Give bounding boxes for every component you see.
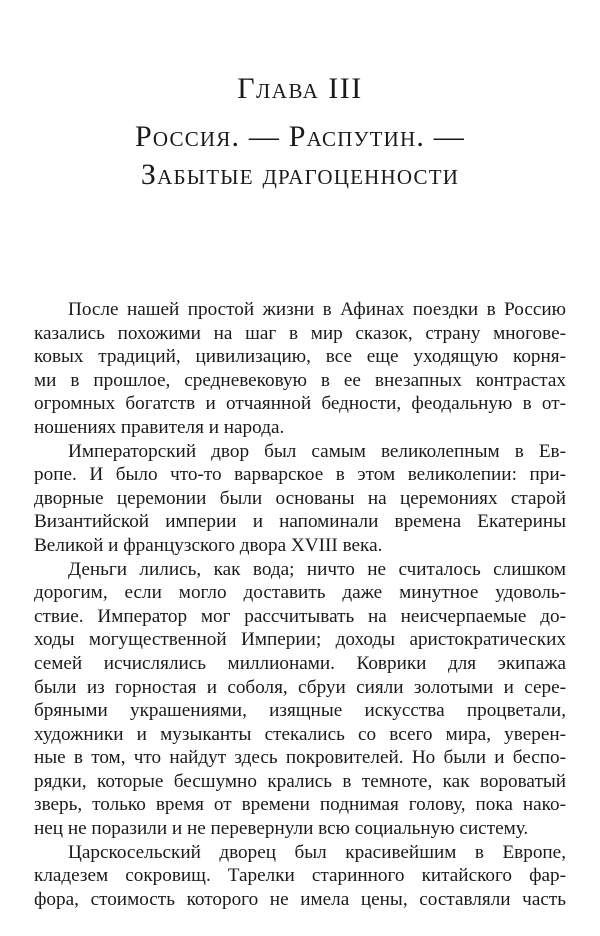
text-line: кладезем сокровищ. Тарелки старинного китайского фар- — [34, 865, 566, 887]
body-text — [34, 298, 566, 911]
text-line: бряными украшениями, изящные искусства процветали, — [34, 700, 566, 722]
text-line: ходы могущественной Империи; доходы аристократических — [34, 629, 566, 651]
paragraph — [34, 841, 566, 912]
text-line: Великой и французского двора XVIII века. — [34, 534, 383, 556]
text-line: Византийской империи и напоминали времена Екатерины — [34, 511, 566, 533]
text-line: зверь, только время от времени поднимая голову, пока нако- — [34, 794, 566, 816]
text-line: семей исчислялись миллионами. Коврики для экипажа — [34, 652, 566, 674]
chapter-title-heading — [0, 118, 600, 194]
paragraph — [34, 558, 566, 841]
text-line: Императорский двор был самым великолепным в Ев- — [68, 440, 566, 462]
text-line: ропе. И было что-то варварское в этом великолепии: при- — [34, 464, 566, 486]
text-line: После нашей простой жизни в Афинах поездки в Россию — [68, 299, 566, 320]
text-line: Царскосельский дворец был красивейшим в Европе, — [68, 841, 566, 863]
text-line: казались похожими на шаг в мир сказок, страну многове- — [34, 322, 566, 344]
text-line: нец не поразили и не перевернули всю социальную систему. — [34, 818, 529, 840]
text-line: художники и музыканты стекались со всего мира, уверен- — [34, 723, 566, 745]
text-line: Деньги лились, как вода; ничто не считалось слишком — [68, 558, 566, 580]
text-line: ковых традиций, цивилизацию, все еще уходящую корня- — [34, 346, 566, 368]
text-line: фора, стоимость которого не имела цены, составляли часть — [34, 888, 566, 910]
paragraph — [34, 440, 566, 558]
text-line: дорогим, если могло доставить даже минутное удоволь- — [34, 582, 566, 604]
chapter-title-line: Россия. — Распутин. — — [135, 120, 465, 153]
text-line: дворные церемонии были основаны на церемониях старой — [34, 487, 566, 509]
text-line: рядки, которые бесшумно крались в темноте, как вороватый — [34, 770, 566, 792]
text-line: ные в том, что найдут здесь покровителей. Но были и беспо- — [34, 747, 566, 769]
text-line: ношениях правителя и народа. — [34, 416, 285, 438]
text-line: огромных богатств и отчаянной бедности, феодальную в от- — [34, 393, 566, 415]
text-line: были из горностая и соболя, сбруи сияли золотыми и сере- — [34, 676, 566, 698]
chapter-number-heading: Глава III — [237, 72, 363, 105]
paragraph — [34, 298, 566, 440]
text-line: ми в прошлое, средневековую в ее внезапных контрастах — [34, 369, 566, 391]
chapter-title-line: Забытые драгоценности — [140, 158, 460, 191]
text-line: ствие. Император мог рассчитывать на неисчерпаемые до- — [34, 605, 566, 627]
